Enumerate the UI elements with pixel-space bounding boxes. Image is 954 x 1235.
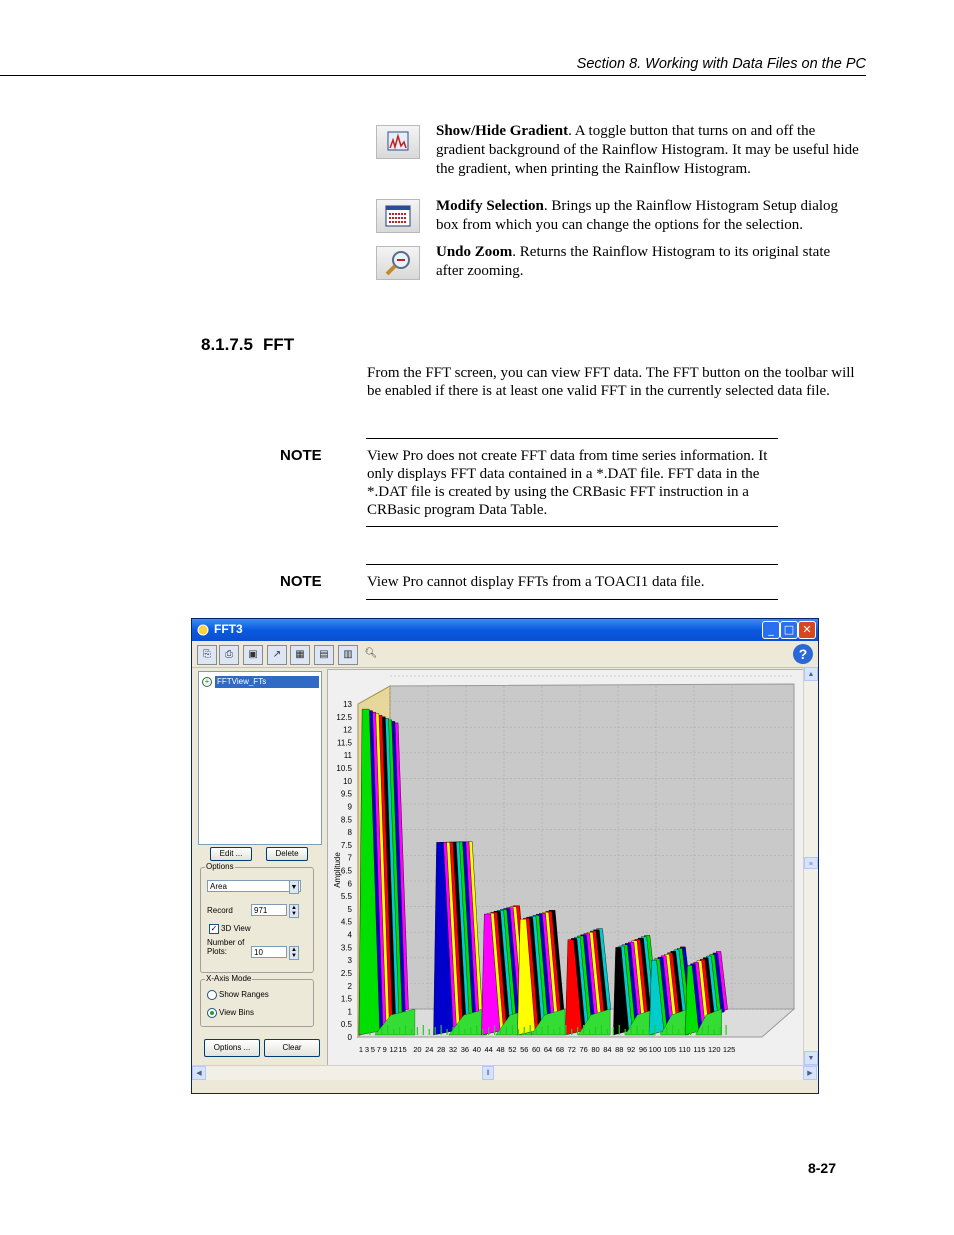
scroll-down-icon[interactable]: ▼ xyxy=(804,1051,818,1065)
x-tick-label: 120 xyxy=(707,1045,721,1054)
grid-setup-icon xyxy=(376,199,420,233)
y-axis-label: Amplitude xyxy=(333,852,342,888)
window-toolbar xyxy=(192,641,818,668)
section-heading: 8.1.7.5 FFT xyxy=(201,335,295,354)
x-tick-label: 115 xyxy=(693,1045,706,1054)
x-tick-label: 9 xyxy=(382,1045,387,1054)
y-tick-label: 9.5 xyxy=(340,789,352,799)
x-tick-label: 80 xyxy=(591,1045,600,1054)
y-tick-label: 9 xyxy=(347,802,352,812)
edit-button[interactable]: Edit ... xyxy=(210,847,252,861)
section-header: Section 8. Working with Data Files on the PC xyxy=(576,56,866,72)
x-tick-label: 28 xyxy=(436,1045,446,1054)
y-tick-label: 2 xyxy=(347,981,352,991)
x-tick-label: 64 xyxy=(543,1045,553,1054)
note1-bottom-rule xyxy=(366,526,778,527)
clear-button[interactable]: Clear xyxy=(264,1039,320,1057)
y-tick-label: 3 xyxy=(347,956,352,966)
note1-top-rule xyxy=(366,438,778,439)
y-tick-label: 10.5 xyxy=(336,764,352,774)
vertical-scrollbar[interactable] xyxy=(803,667,818,1065)
x-tick-label: 1 xyxy=(358,1045,364,1054)
x-tick-label: 5 xyxy=(370,1045,375,1054)
xaxis-mode-group xyxy=(200,974,314,1027)
num-plots-input[interactable]: 10 xyxy=(251,946,287,958)
x-tick-label: 60 xyxy=(531,1045,541,1054)
num-plots-spinner[interactable]: ▲ ▼ xyxy=(289,946,299,960)
x-tick-label: 76 xyxy=(579,1045,588,1054)
print-icon[interactable]: ⎙ xyxy=(219,645,239,665)
display-type-select[interactable]: Area xyxy=(207,880,301,892)
window-title: FFT3 xyxy=(214,622,243,636)
view3d-checkbox[interactable]: ✓ xyxy=(210,924,218,933)
x-tick-label: 84 xyxy=(603,1045,612,1054)
fft-chart xyxy=(328,670,804,1066)
y-tick-label: 5 xyxy=(347,904,352,914)
fft-chart-area xyxy=(327,669,805,1067)
x-tick-label: 125 xyxy=(722,1045,736,1054)
y-tick-label: 4 xyxy=(347,930,352,940)
line-graph-icon[interactable]: ↗ xyxy=(267,645,287,665)
fft-window xyxy=(191,618,819,1094)
x-tick-label: 88 xyxy=(615,1045,624,1054)
table-icon[interactable]: ▦ xyxy=(290,645,310,665)
y-tick-label: 13 xyxy=(343,700,352,709)
y-tick-label: 7.5 xyxy=(340,840,352,850)
list-item[interactable]: FFTView_FTs xyxy=(215,676,319,688)
x-tick-label: 40 xyxy=(472,1045,481,1054)
y-tick-label: 12 xyxy=(343,725,352,735)
y-tick-label: 11 xyxy=(343,751,352,761)
x-tick-label: 92 xyxy=(626,1045,636,1054)
xaxis-mode-label: X-Axis Mode xyxy=(206,974,252,983)
y-tick-label: 6.5 xyxy=(340,866,352,876)
horizontal-scrollbar[interactable] xyxy=(192,1065,818,1080)
show-ranges-label: Show Ranges xyxy=(219,990,269,999)
maximize-button[interactable]: □ xyxy=(780,621,798,639)
num-plots-label: Number of Plots: xyxy=(207,938,245,956)
y-tick-label: 10 xyxy=(343,776,352,786)
y-tick-label: 12.5 xyxy=(336,712,352,722)
y-tick-label: 3.5 xyxy=(340,943,352,953)
x-tick-label: 7 xyxy=(376,1045,381,1054)
y-tick-label: 1 xyxy=(347,1007,352,1017)
y-tick-label: 0.5 xyxy=(340,1020,352,1030)
note2-top-rule xyxy=(366,564,778,565)
note2-bottom-rule xyxy=(366,599,778,600)
copy-icon[interactable]: ⎘ xyxy=(197,645,217,665)
left-panel xyxy=(196,669,324,1065)
x-tick-label: 100 xyxy=(648,1045,662,1054)
scroll-up-icon[interactable]: ▲ xyxy=(804,667,818,681)
scroll-right-icon[interactable]: ▶ xyxy=(803,1066,817,1080)
view3d-label: 3D View xyxy=(221,924,251,933)
y-tick-label: 11.5 xyxy=(337,738,352,748)
save-icon[interactable]: ▣ xyxy=(243,645,263,665)
x-tick-label: 15 xyxy=(398,1045,407,1054)
y-tick-label: 8 xyxy=(347,828,352,838)
y-tick-label: 6 xyxy=(347,879,352,889)
scroll-left-icon[interactable]: ◀ xyxy=(192,1066,206,1080)
delete-button[interactable]: Delete xyxy=(266,847,308,861)
record-label: Record xyxy=(207,906,233,915)
options-group xyxy=(200,862,314,973)
y-tick-label: 2.5 xyxy=(340,968,352,978)
fft-list[interactable] xyxy=(198,671,322,845)
x-tick-label: 105 xyxy=(663,1045,676,1054)
x-tick-label: 20 xyxy=(413,1045,422,1054)
view-bins-label: View Bins xyxy=(219,1008,254,1017)
page-number: 8-27 xyxy=(807,1160,836,1176)
note2-text: View Pro cannot display FFTs from a TOACI1 data file. xyxy=(367,574,705,590)
modify-selection-text: Modify Selection. Brings up the Rainflow Histogram Setup dialog box from which you can change the options for the selection. xyxy=(436,198,839,233)
chevron-down-icon[interactable]: ▼ xyxy=(289,880,299,894)
y-tick-label: 1.5 xyxy=(340,994,352,1004)
fft-paragraph: From the FFT screen, you can view FFT data. The FFT button on the toolbar will be enabled if there is at least one valid FFT in the currently selected data file. xyxy=(367,365,855,399)
x-tick-label: 44 xyxy=(484,1045,493,1054)
y-tick-label: 0 xyxy=(347,1033,352,1042)
y-tick-label: 5.5 xyxy=(340,892,352,902)
y-tick-label: 8.5 xyxy=(340,815,352,825)
note1-text: View Pro does not create FFT data from time series information. It only displays FFT data contained in a *.DAT file. FFT data in the *.DAT file is created by using the CRBasic FFT instruction in a CRBasic program Data Table. xyxy=(367,448,768,518)
x-tick-label: 3 xyxy=(364,1045,369,1054)
minimize-button[interactable]: _ xyxy=(762,621,780,639)
gradient-chart-icon[interactable]: ▤ xyxy=(314,645,334,665)
scroll-thumb[interactable]: ≡ xyxy=(804,857,818,869)
x-tick-label: 48 xyxy=(496,1045,505,1054)
note2-label: NOTE xyxy=(280,573,322,590)
x-tick-label: 56 xyxy=(520,1045,529,1054)
show-hide-gradient-text: Show/Hide Gradient. A toggle button that turns on and off the gradient background of the Rainflow Histogram. It may be useful hide the gradient, when printing the Rainflow Histogram. xyxy=(436,123,859,177)
gradient-chart-icon xyxy=(376,125,420,159)
record-input[interactable]: 971 xyxy=(251,904,287,916)
x-tick-label: 72 xyxy=(567,1045,576,1054)
show-ranges-radio[interactable] xyxy=(207,990,217,1000)
options-button[interactable]: Options ... xyxy=(204,1039,260,1057)
x-tick-label: 52 xyxy=(508,1045,517,1054)
options-group-label: Options xyxy=(206,862,234,871)
x-tick-label: 68 xyxy=(555,1045,565,1054)
window-titlebar[interactable] xyxy=(192,619,818,641)
app-icon xyxy=(197,623,209,635)
header-rule xyxy=(0,75,866,76)
x-tick-label: 12 xyxy=(389,1045,398,1054)
x-tick-label: 24 xyxy=(425,1045,434,1054)
record-spinner[interactable]: ▲ ▼ xyxy=(289,904,299,918)
x-tick-label: 36 xyxy=(460,1045,470,1054)
close-button[interactable]: ✕ xyxy=(798,621,816,639)
help-icon[interactable]: ? xyxy=(793,644,813,664)
x-tick-label: 110 xyxy=(678,1045,691,1054)
y-tick-label: 4.5 xyxy=(340,917,352,927)
x-tick-label: 32 xyxy=(448,1045,458,1054)
view-bins-radio[interactable] xyxy=(207,1008,217,1018)
x-tick-label: 96 xyxy=(638,1045,648,1054)
y-tick-label: 7 xyxy=(347,853,352,863)
zoom-out-magnifier-icon[interactable]: 🔍︎ xyxy=(364,648,378,659)
expand-icon[interactable]: + xyxy=(202,677,212,687)
hscroll-thumb[interactable]: ⦀ xyxy=(482,1066,494,1080)
undo-zoom-text: Undo Zoom. Returns the Rainflow Histogram to its original state after zooming. xyxy=(436,244,831,279)
zoom-out-magnifier-icon xyxy=(376,246,420,280)
note1-label: NOTE xyxy=(280,447,322,464)
grid-setup-icon[interactable]: ▥ xyxy=(338,645,358,665)
